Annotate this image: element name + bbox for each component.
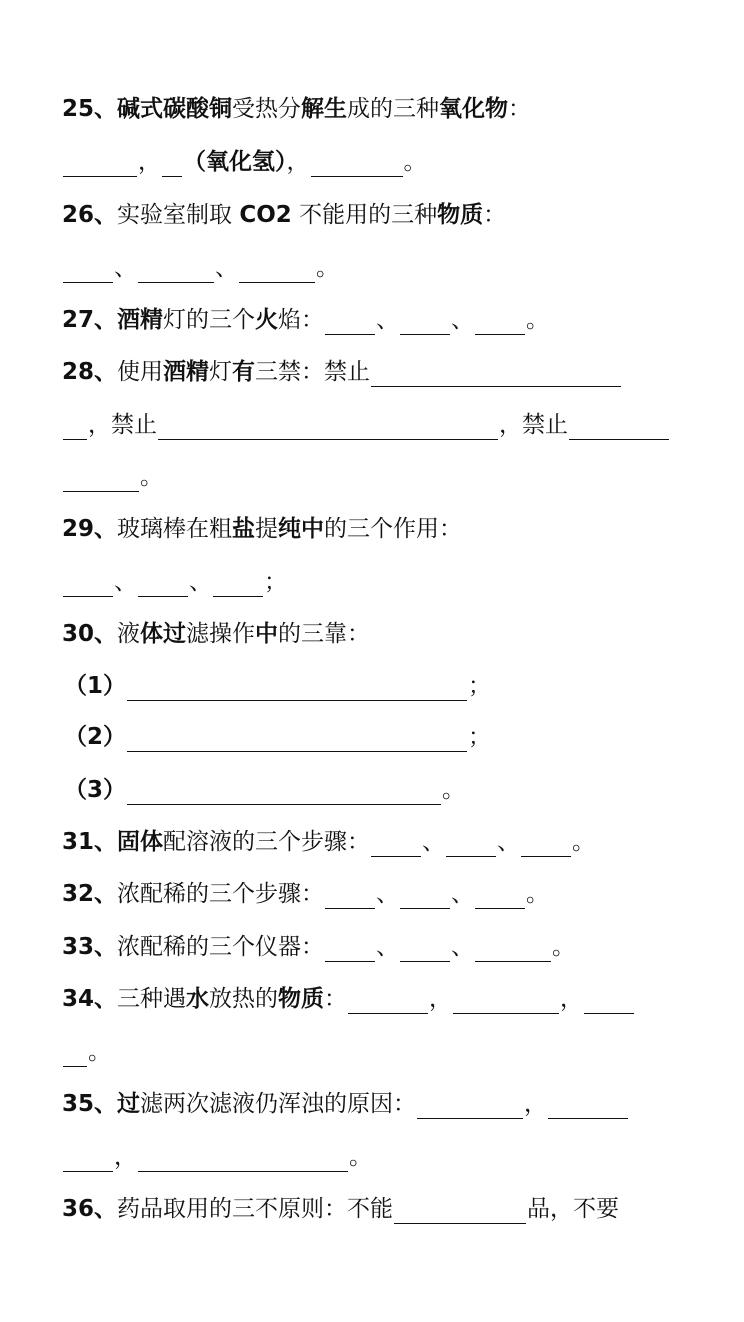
end-mark: ； [468, 724, 492, 750]
answer-blank[interactable] [400, 939, 450, 962]
question-number: 26、 [62, 202, 118, 228]
question-text: 的三靠： [278, 621, 371, 647]
question-number: 27、 [62, 307, 118, 333]
question-34 [62, 984, 635, 1014]
question-text: ： [324, 986, 348, 1012]
question-text: 浓配稀的三个仪器： [117, 934, 325, 960]
question-text: 三种遇 [117, 986, 187, 1012]
question-34-line-2 [62, 1037, 111, 1067]
question-31 [62, 827, 595, 857]
question-number: 25、 [62, 96, 118, 122]
separator: 、 [451, 934, 475, 960]
emphasis-text: 盐 [232, 516, 256, 542]
emphasis-text: 中 [255, 621, 279, 647]
emphasis-text: 物质 [278, 986, 325, 1012]
question-28-line-3 [62, 462, 163, 492]
answer-blank[interactable] [453, 991, 559, 1014]
end-mark: 。 [140, 464, 163, 490]
end-mark: ； [468, 673, 492, 699]
answer-blank[interactable] [63, 154, 137, 177]
emphasis-text: CO2 [239, 202, 292, 228]
answer-blank[interactable] [127, 782, 441, 805]
answer-blank[interactable] [400, 886, 450, 909]
question-text: 滤两次滤液仍浑浊的原因： [140, 1091, 417, 1117]
separator: 、 [189, 569, 212, 595]
question-text: 灯的三个 [163, 307, 256, 333]
question-text: 成的三种 [347, 96, 440, 122]
answer-blank[interactable] [138, 260, 214, 283]
question-36 [62, 1194, 619, 1224]
answer-blank[interactable] [475, 312, 525, 335]
sub-item-number: （1） [64, 673, 127, 699]
emphasis-text: 纯中 [278, 516, 325, 542]
answer-blank[interactable] [475, 886, 525, 909]
question-number: 32、 [62, 881, 118, 907]
question-number: 29、 [62, 516, 118, 542]
question-30-item-3 [64, 775, 465, 805]
answer-blank[interactable] [63, 469, 139, 492]
question-26 [62, 200, 506, 230]
separator: ， [114, 1144, 137, 1170]
question-text: 不能用的三种 [291, 202, 438, 228]
separator: 、 [215, 255, 238, 281]
question-30-item-2 [64, 722, 491, 752]
question-number: 36、 [62, 1196, 118, 1222]
question-text: 滤操作 [186, 621, 256, 647]
separator: 、 [114, 255, 137, 281]
answer-blank[interactable] [348, 991, 428, 1014]
question-33 [62, 932, 575, 962]
question-27 [62, 305, 549, 335]
question-text: 提 [255, 516, 279, 542]
question-text: ： [508, 96, 532, 122]
emphasis-text: 解生 [301, 96, 348, 122]
answer-blank[interactable] [127, 729, 467, 752]
question-number: 28、 [62, 359, 118, 385]
separator: ， [429, 986, 453, 1012]
emphasis-text: 固体 [117, 829, 164, 855]
answer-blank[interactable] [311, 154, 403, 177]
question-text: 液 [117, 621, 141, 647]
question-number: 33、 [62, 934, 118, 960]
answer-blank[interactable] [475, 939, 551, 962]
question-text: 配溶液的三个步骤： [163, 829, 371, 855]
end-mark: 。 [403, 149, 427, 175]
question-30 [62, 619, 370, 649]
question-text: 玻璃棒在粗 [117, 516, 233, 542]
end-mark: 。 [349, 1144, 372, 1170]
emphasis-text: 酒精 [117, 307, 164, 333]
answer-blank[interactable] [63, 417, 87, 440]
question-25-answer-line [62, 147, 427, 177]
emphasis-text: 过 [117, 1091, 141, 1117]
emphasis-text: 有 [232, 359, 256, 385]
emphasis-text: 氧化物 [439, 96, 509, 122]
answer-blank[interactable] [548, 1096, 628, 1119]
separator: 、 [451, 307, 475, 333]
answer-blank[interactable] [162, 154, 182, 177]
question-26-answer-line [62, 253, 339, 283]
answer-blank[interactable] [371, 364, 621, 387]
separator: 、 [376, 307, 400, 333]
answer-blank[interactable] [63, 1044, 87, 1067]
question-text: ，禁止 [499, 412, 568, 438]
answer-blank[interactable] [417, 1096, 523, 1119]
question-35-line-2 [62, 1142, 372, 1172]
answer-blank[interactable] [63, 260, 113, 283]
end-mark: 。 [442, 777, 466, 803]
question-number: 30、 [62, 621, 118, 647]
answer-blank[interactable] [158, 417, 498, 440]
answer-blank[interactable] [446, 834, 496, 857]
question-29-answer-line [62, 567, 287, 597]
answer-blank[interactable] [325, 939, 375, 962]
separator: ， [560, 986, 584, 1012]
separator: 、 [497, 829, 521, 855]
question-text: 灯 [209, 359, 233, 385]
emphasis-text: 水 [186, 986, 210, 1012]
end-mark: 。 [552, 934, 576, 960]
end-mark: 。 [526, 307, 550, 333]
answer-blank[interactable] [138, 574, 188, 597]
emphasis-text: 碱式碳酸铜 [117, 96, 233, 122]
question-text: 的三个作用： [324, 516, 463, 542]
separator: 、 [422, 829, 446, 855]
emphasis-text: 酒精 [163, 359, 210, 385]
end-mark: 。 [88, 1039, 111, 1065]
question-28 [62, 357, 622, 387]
question-text: 浓配稀的三个步骤： [117, 881, 325, 907]
separator: 、 [376, 934, 400, 960]
end-mark: 。 [526, 881, 550, 907]
answer-blank[interactable] [325, 312, 375, 335]
question-29 [62, 514, 462, 544]
answer-blank[interactable] [584, 991, 634, 1014]
answer-blank[interactable] [521, 834, 571, 857]
emphasis-text: 火 [255, 307, 279, 333]
answer-blank[interactable] [138, 1149, 348, 1172]
question-number: 35、 [62, 1091, 118, 1117]
sub-item-number: （2） [64, 724, 127, 750]
question-text: 三禁：禁止 [255, 359, 371, 385]
emphasis-text: 体过 [140, 621, 187, 647]
question-32 [62, 879, 549, 909]
question-number: 34、 [62, 986, 118, 1012]
answer-blank[interactable] [63, 1149, 113, 1172]
question-text: 使用 [117, 359, 164, 385]
separator: 、 [114, 569, 137, 595]
question-text: 药品取用的三不原则：不能 [117, 1196, 394, 1222]
answer-blank[interactable] [371, 834, 421, 857]
answer-blank[interactable] [325, 886, 375, 909]
sub-item-number: （3） [64, 777, 127, 803]
question-text: ，禁止 [88, 412, 157, 438]
separator: ， [286, 149, 310, 175]
end-mark: 。 [572, 829, 596, 855]
separator: ， [524, 1091, 548, 1117]
question-35 [62, 1089, 629, 1119]
question-30-item-1 [64, 671, 491, 701]
question-text: 实验室制取 [117, 202, 240, 228]
answer-blank[interactable] [239, 260, 315, 283]
end-mark: ； [264, 569, 287, 595]
answer-blank[interactable] [569, 417, 669, 440]
answer-blank[interactable] [394, 1201, 526, 1224]
question-text: 焰： [278, 307, 325, 333]
question-28-line-2 [62, 410, 670, 440]
separator: ， [138, 149, 161, 175]
end-mark: 。 [316, 255, 339, 281]
hint-text: （氧化氢） [183, 149, 287, 175]
question-text: 受热分 [232, 96, 302, 122]
separator: 、 [376, 881, 400, 907]
question-number: 31、 [62, 829, 118, 855]
question-text: 品，不要 [527, 1196, 620, 1222]
question-text: ： [483, 202, 507, 228]
question-25 [62, 94, 531, 124]
answer-blank[interactable] [400, 312, 450, 335]
separator: 、 [451, 881, 475, 907]
emphasis-text: 物质 [437, 202, 484, 228]
question-text: 放热的 [209, 986, 279, 1012]
answer-blank[interactable] [63, 574, 113, 597]
answer-blank[interactable] [213, 574, 263, 597]
answer-blank[interactable] [127, 678, 467, 701]
